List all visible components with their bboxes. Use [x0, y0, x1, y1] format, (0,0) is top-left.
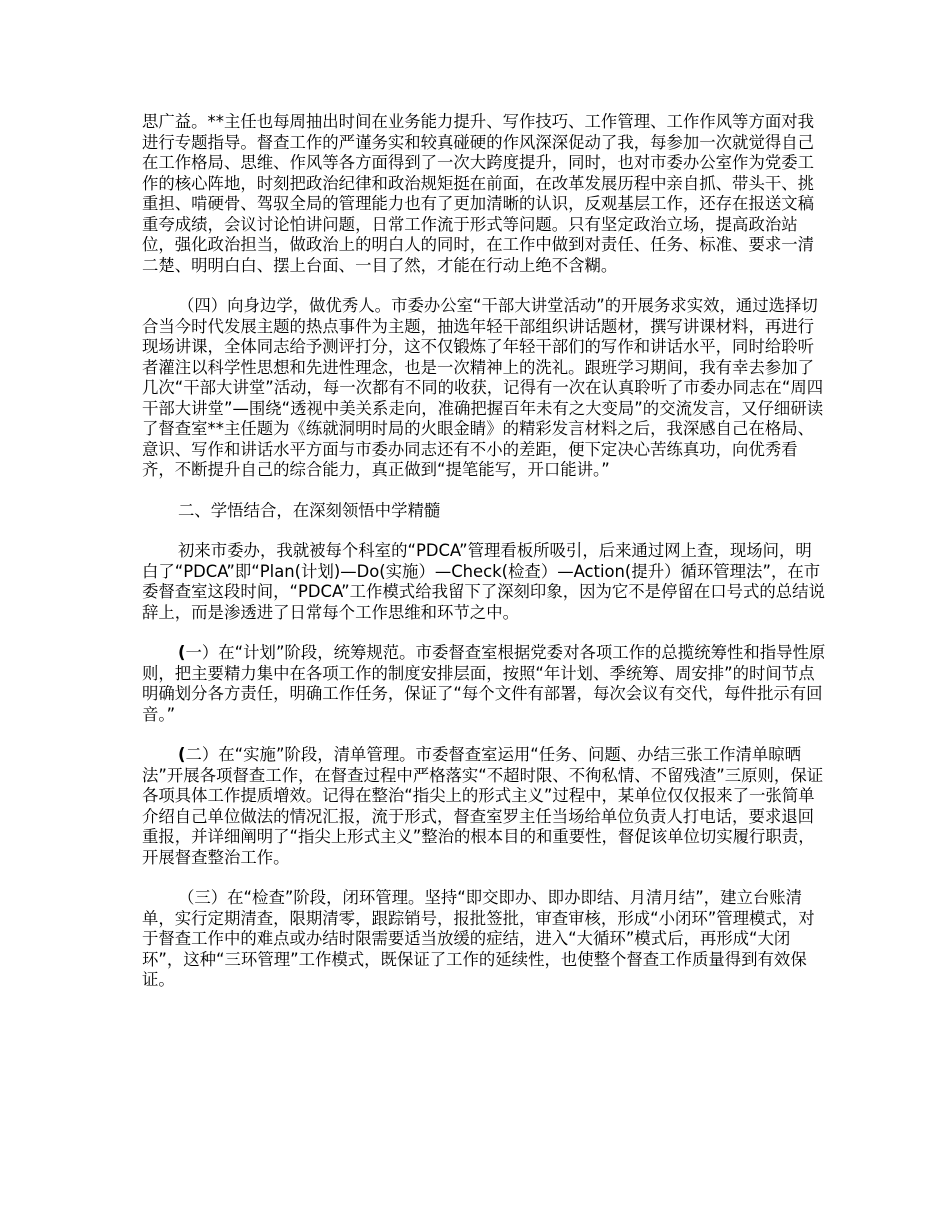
paragraph-plan-body: 一）在“计划”阶段，统筹规范。市委督查室根据党委对各项工作的总揽统筹性和指导性原则，把主要精力集中在各项工作的制度安排层面，按照“年计划、季统筹、周安排”的时间节点明确划分各方责任，明确工作任务，保证了“每个文件有部署，每次会议有交代，每件批示有回音。” — [142, 643, 826, 724]
paragraph-pdca-intro: 初来市委办，我就被每个科室的“PDCA”管理看板所吸引，后来通过网上查，现场问，明白了“PDCA”即“Plan(计划)—Do(实施）—Check(检查）—Action(提升）循环管理法”，在市委督查室这段时间，“PDCA”工作模式给我留下了深刻印象，因为它不是停留在口号式的总结说辞上，而是渗透进了日常每个工作思维和环节之中。 — [142, 541, 825, 622]
paragraph-do-body: 二）在“实施”阶段，清单管理。市委督查室运用“任务、问题、办结三张工作清单晾晒法”开展各项督查工作，在督查过程中严格落实“不超时限、不徇私情、不留残渣”三原则，保证各项具体工作提质增效。记得在整治“指尖上的形式主义”过程中，某单位仅仅报来了一张简单介绍自己单位做法的情况汇报，流于形式，督查室罗主任当场给单位负责人打电话，要求退回重报，并详细阐明了“指尖上形式主义”整治的根本目的和重要性，督促该单位切实履行职责，开展督查整治工作。 — [142, 745, 824, 867]
document-page — [142, 112, 828, 1011]
paragraph-learn-from-peers: （四）向身边学，做优秀人。市委办公室“干部大讲堂活动”的开展务求实效，通过选择切合当今时代发展主题的热点事件为主题，抽选年轻干部组织讲话题材，撰写讲课材料，再进行现场讲课，全体同志给予测评打分，这不仅锻炼了年轻干部们的写作和讲话水平，同时给聆听者灌注以科学性思想和先进性理念，也是一次精神上的洗礼。跟班学习期间，我有幸去参加了几次“干部大讲堂”活动，每一次都有不同的收获，记得有一次在认真聆听了市委办同志在“周四干部大讲堂”—围绕“透视中美关系走向，准确把握百年未有之大变局”的交流发言，又仔细研读了督查室**主任题为《练就洞明时局的火眼金睛》的精彩发言材料之后，我深感自己在格局、意识、写作和讲话水平方面与市委办同志还有不小的差距，便下定决心苦练真功，向优秀看齐，不断提升自己的综合能力，真正做到“提笔能写，开口能讲。” — [142, 296, 824, 479]
paragraph-continuation: 思广益。**主任也每周抽出时间在业务能力提升、写作技巧、工作管理、工作作风等方面对我进行专题指导。督查工作的严谨务实和较真碰硬的作风深深促动了我，每参加一次就觉得自己在工作格局、思维、作风等各方面得到了一次大跨度提升，同时，也对市委办公室作为党委工作的核心阵地，时刻把政治纪律和政治规矩挺在前面，在改革发展历程中亲自抓、带头干、挑重担、啃硬骨、驾驭全局的管理能力也有了更加清晰的认识，反观基层工作，还存在报送文稿重夸成绩，会议讨论怕讲问题，日常工作流于形式等问题。只有坚定政治立场，提高政治站位，强化政治担当，做政治上的明白人的同时，在工作中做到对责任、任务、标准、要求一清二楚、明明白白、摆上台面、一目了然，才能在行动上绝不含糊。 — [142, 112, 815, 275]
paragraph-plan-stage — [142, 643, 828, 725]
paragraph-plan-lead: ( — [178, 643, 186, 662]
section-heading-two: 二、学悟结合，在深刻领悟中学精髓 — [178, 500, 441, 520]
paragraph-do-lead: ( — [178, 745, 186, 764]
paragraph-check-stage: （三）在“检查”阶段，闭环管理。坚持“即交即办、即办即结、月清月结”，建立台账清单，实行定期清查，限期清零，跟踪销号，报批签批，审查审核，形成“小闭环”管理模式，对于督查工作中的难点或办结时限需要适当放缓的症结，进入“大循环”模式后，再形成“大闭环”，这种“三环管理”工作模式，既保证了工作的延续性，也使整个督查工作质量得到有效保证。 — [142, 888, 815, 989]
paragraph-do-stage — [142, 745, 828, 868]
